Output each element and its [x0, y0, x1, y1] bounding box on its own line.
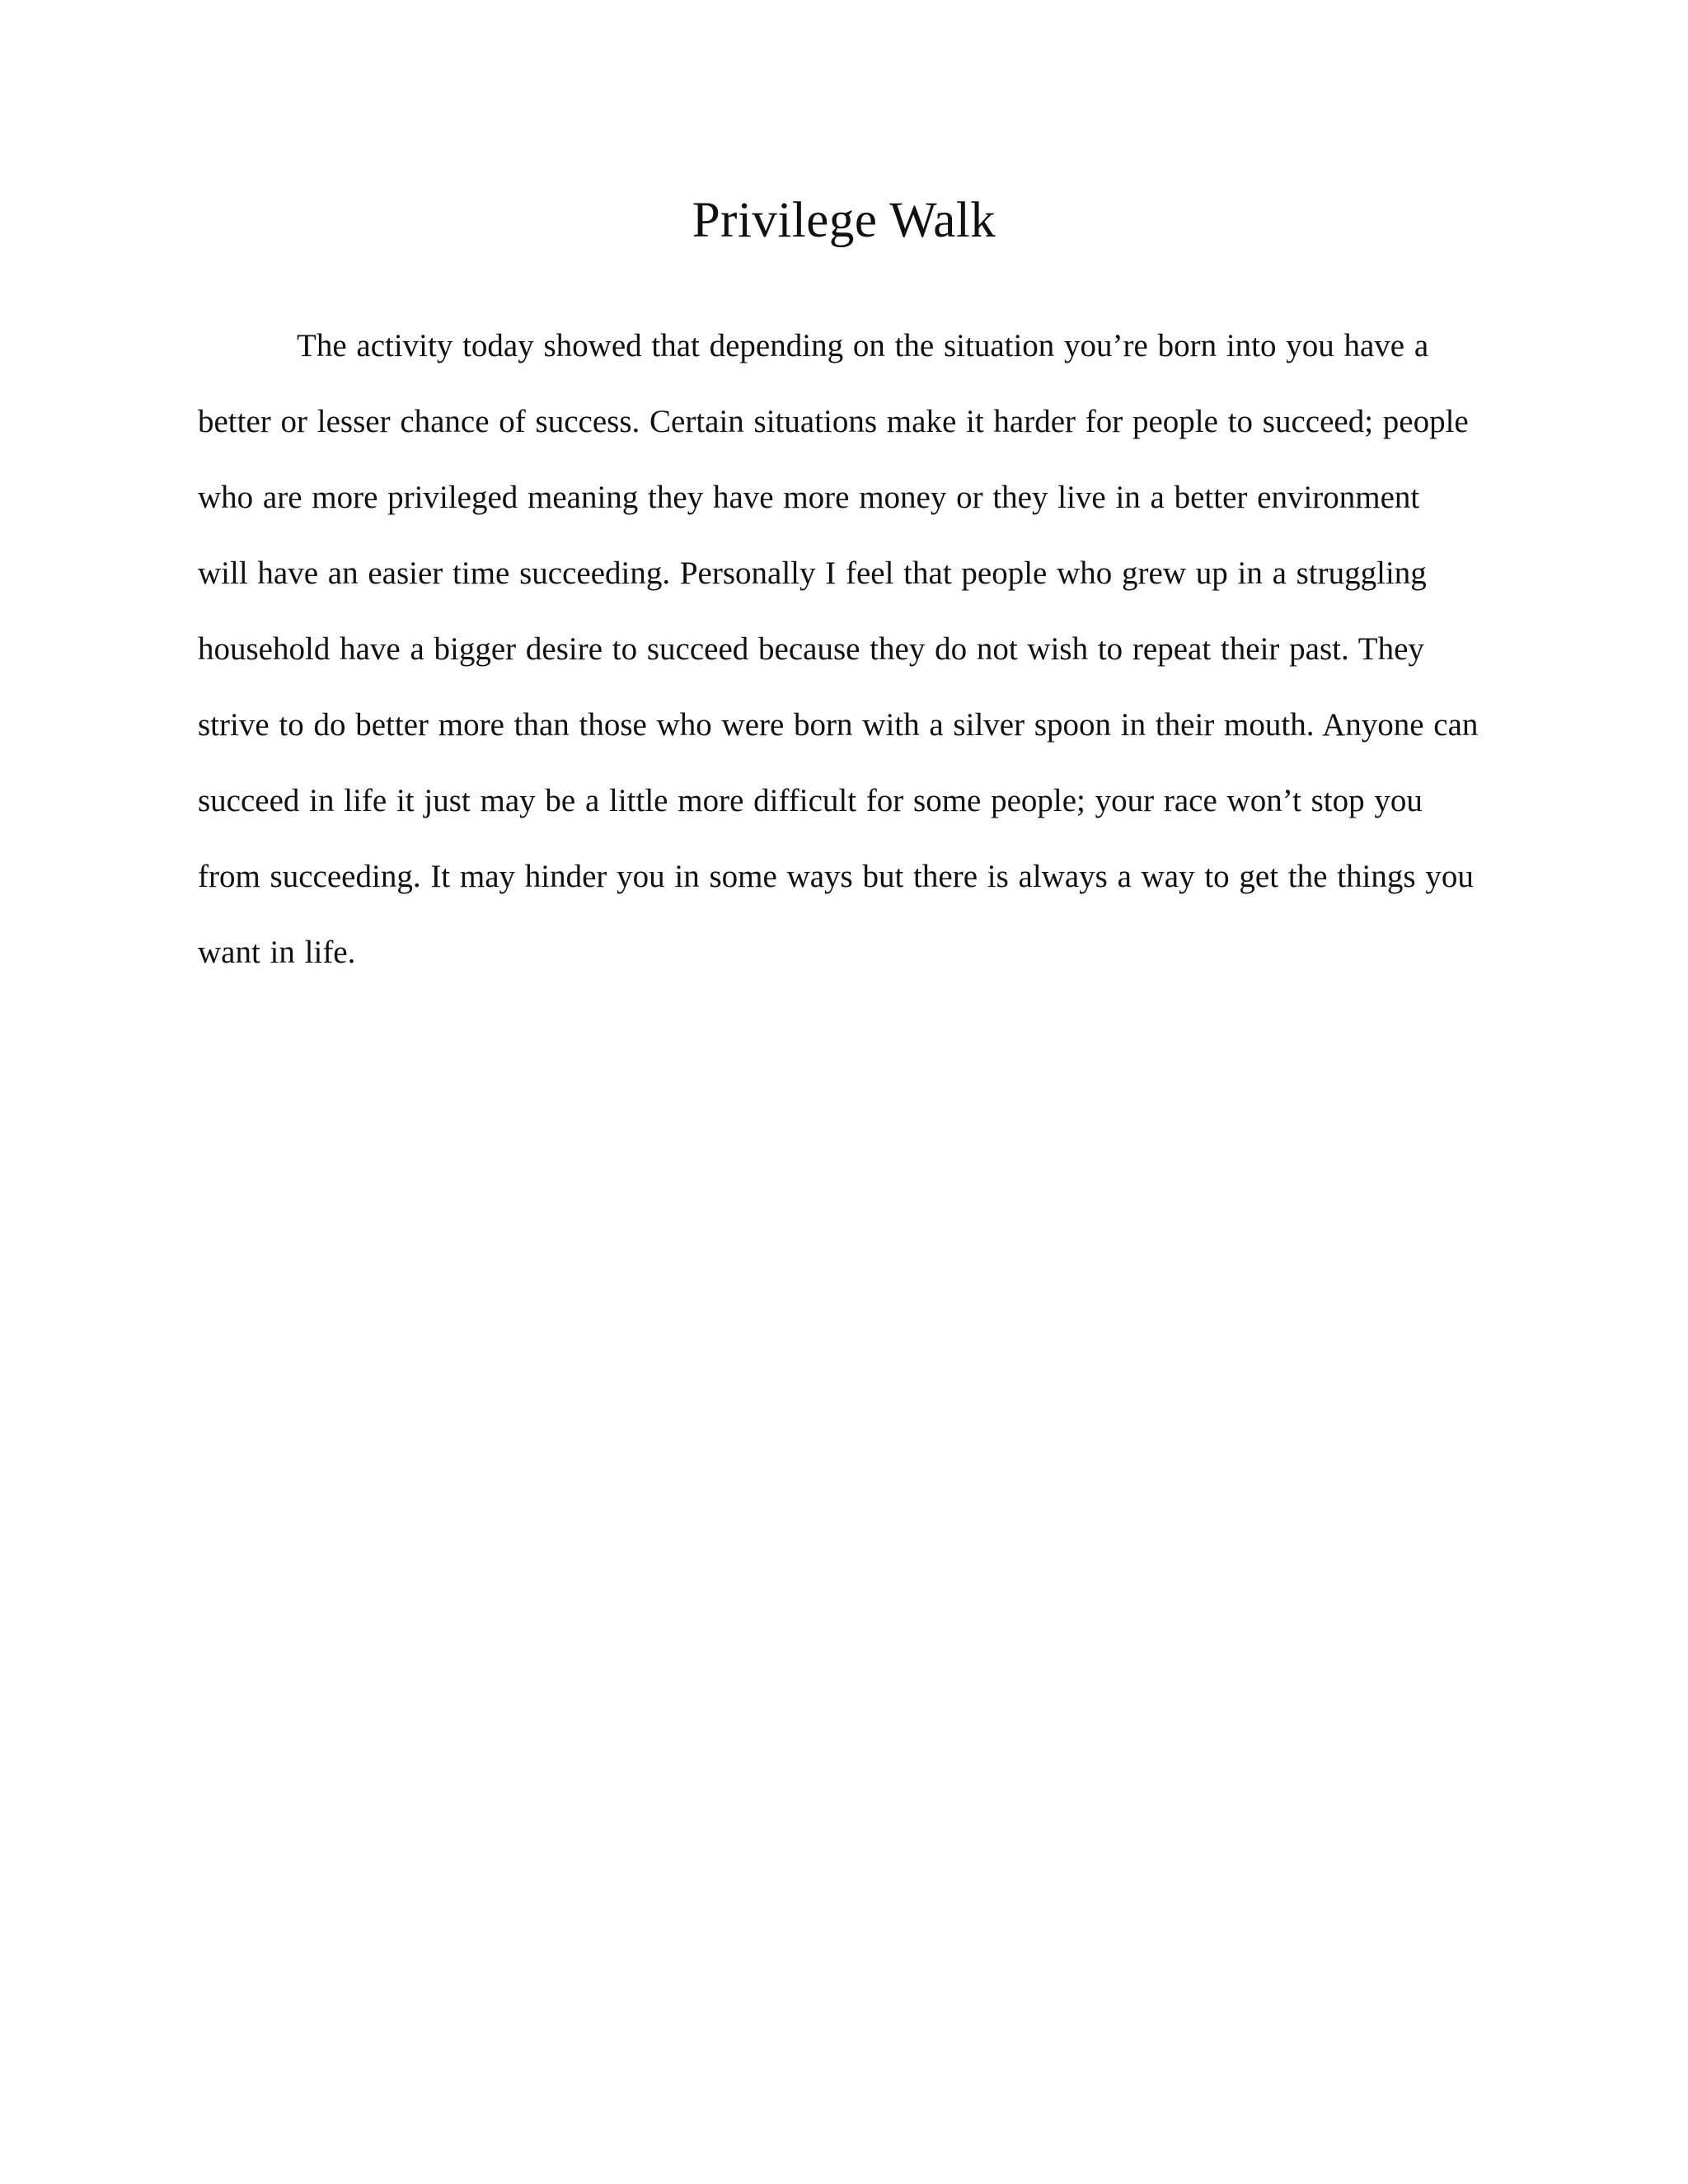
document-title: Privilege Walk [692, 193, 996, 248]
body-line: from succeeding. It may hinder you in some ways but there is always a way to get the things you [198, 859, 1474, 894]
body-line: will have an easier time succeeding. Personally I feel that people who grew up in a struggling [198, 555, 1427, 591]
body-line: who are more privileged meaning they have more money or they live in a better environment [198, 480, 1420, 515]
body-line: household have a bigger desire to succeed because they do not wish to repeat their past. They [198, 631, 1424, 667]
body-line: better or lesser chance of success. Certain situations make it harder for people to succeed; people [198, 404, 1469, 439]
body-line: succeed in life it just may be a little more difficult for some people; your race won’t stop you [198, 783, 1423, 818]
body-line: strive to do better more than those who were born with a silver spoon in their mouth. Anyone can [198, 707, 1479, 743]
body-line: The activity today showed that depending on the situation you’re born into you have a [297, 328, 1429, 363]
body-line: want in life. [198, 935, 356, 970]
